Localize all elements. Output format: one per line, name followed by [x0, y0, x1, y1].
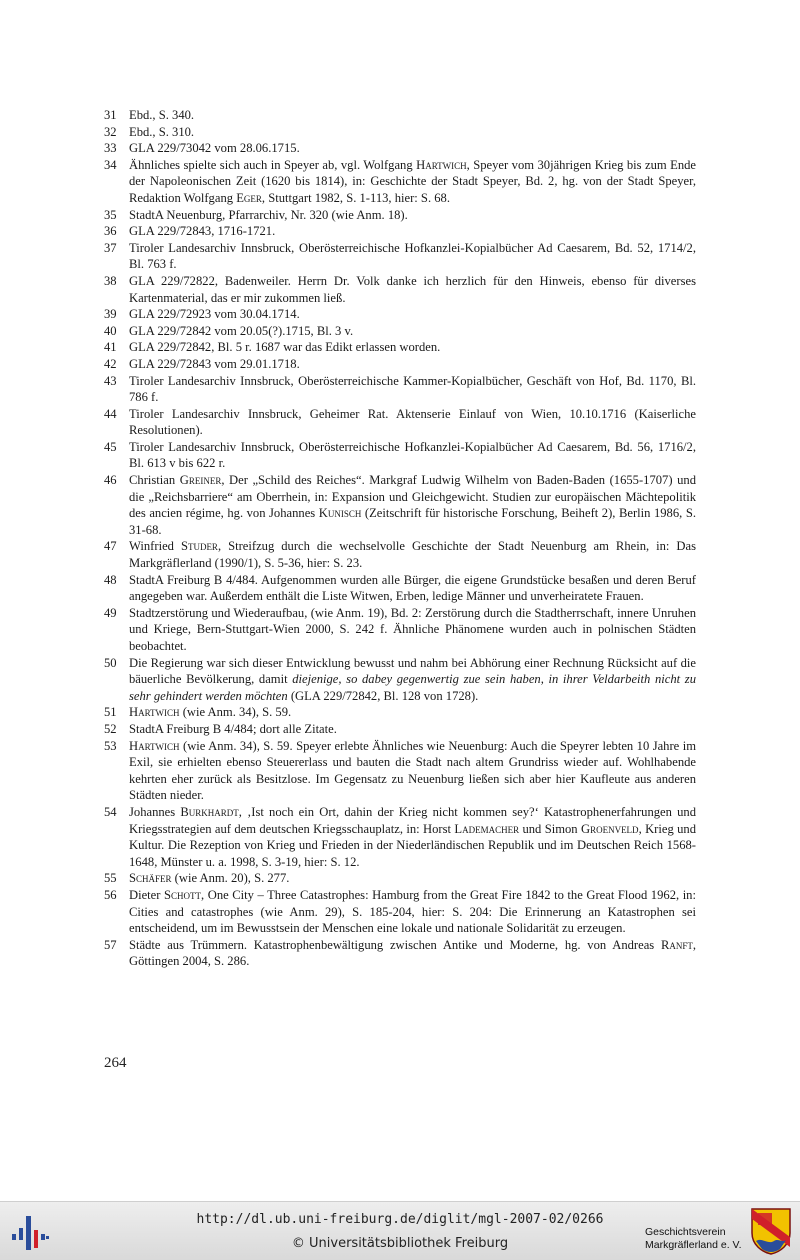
- footnote: [104, 207, 696, 224]
- author-name: Ranft: [660, 937, 693, 952]
- footnote-text: Johannes: [129, 804, 181, 819]
- footnote-number: 57: [104, 937, 117, 952]
- footnote-text: , Göttingen 2004, S. 286.: [129, 937, 696, 969]
- coat-of-arms-icon: [750, 1207, 792, 1255]
- footnote: [104, 157, 696, 207]
- footnote: [104, 406, 696, 439]
- footnote-number: 49: [104, 605, 117, 620]
- footnote: [104, 223, 696, 240]
- footnote-number: 43: [104, 373, 117, 388]
- footnote-number: 37: [104, 240, 117, 255]
- footnote: [104, 323, 696, 340]
- footnote: [104, 373, 696, 406]
- footnote: [104, 339, 696, 356]
- footnote-text: StadtA Neuenburg, Pfarrarchiv, Nr. 320 (wie Anm. 18).: [129, 207, 408, 222]
- footnote: [104, 804, 696, 870]
- footnote-text: (Zeitschrift für historische Forschung, Beiheft 2), Berlin 1986, S. 31-68.: [129, 506, 696, 537]
- footnote-number: 38: [104, 273, 117, 288]
- footnote-text: und Simon: [519, 821, 581, 836]
- footnote-text: GLA 229/72842, Bl. 5 r. 1687 war das Edikt erlassen worden.: [129, 340, 441, 355]
- footnote: [104, 306, 696, 323]
- page-number: 264: [104, 1055, 127, 1071]
- footnote: [104, 472, 696, 538]
- author-name: Burkhardt: [180, 804, 239, 819]
- footnote-text: Winfried: [129, 539, 181, 554]
- footnote: [104, 107, 696, 124]
- footnote-number: 50: [104, 655, 117, 670]
- author-name: Groenveld: [580, 821, 639, 836]
- footnote-text: (wie Anm. 34), S. 59. Speyer erlebte Ähnliches wie Neuenburg: Auch die Speyrer lebten 10 Jahre im Exil, sie erhielten ebenso Steuererlass und bauten die Stadt nach altem Grundriss wieder auf. Wohlhabende kehrten eher zurück als Besitzlose. Im Gegensatz zu Neuenburg ließen sich aber hier Kaufleute aus anderen Städten nieder.: [129, 738, 696, 803]
- footnote-number: 41: [104, 340, 117, 355]
- society-name: [645, 1226, 742, 1252]
- footnote: [104, 887, 696, 937]
- footnote-text: StadtA Freiburg B 4/484; dort alle Zitate.: [129, 721, 337, 736]
- footnote-text: (GLA 229/72842, Bl. 128 von 1728).: [287, 688, 479, 703]
- footnote: [104, 572, 696, 605]
- footnote-number: 31: [104, 108, 117, 122]
- footnote-text: Dieter: [129, 887, 165, 902]
- footnote-text: GLA 229/72843, 1716-1721.: [129, 224, 276, 239]
- footnote: [104, 605, 696, 655]
- author-name: Schäfer: [129, 871, 172, 886]
- footnote-number: 42: [104, 356, 117, 371]
- footnote-number: 35: [104, 207, 117, 222]
- footnote-text: , One City – Three Catastrophes: Hamburg from the Great Fire 1842 to the Great Flood 1962, in: Cities and catastrophes (wie Anm. 29), S. 185-204, hier: S. 204: Die Erinnerung an Katastrophen sei entscheidend, um im Bewusstsein der Menschen eine lokale und nationale Solidarität zu erzeugen.: [129, 887, 696, 936]
- footnote-number: 45: [104, 439, 117, 454]
- footnote-number: 48: [104, 572, 117, 587]
- footnote: [104, 538, 696, 571]
- footnote-text: , Der „Schild des Reiches“. Markgraf Ludwig Wilhelm von Baden-Baden (1655-1707) und die „Reichsbarriere“ am Oberrhein, in: Expansion und Gleichgewicht. Studien zur europäischen Mächtepolitik des ancien régime, hg. von Johannes: [129, 473, 696, 521]
- footnote-text: Stadtzerstörung und Wiederaufbau, (wie Anm. 19), Bd. 2: Zerstörung durch die Stadtherrschaft, innere Unruhen und Kriege, Bern-Stuttgart-Wien 2000, S. 242 f. Ähnliche Phänomene wurden auch in polnischen Städten beobachtet.: [129, 605, 696, 653]
- footnote: [104, 140, 696, 157]
- footnote-text: GLA 229/72923 vom 30.04.1714.: [129, 307, 300, 322]
- author-name: Studer: [180, 539, 218, 554]
- footnote-text: GLA 229/72822, Badenweiler. Herrn Dr. Volk danke ich herzlich für den Hinweis, ebenso für diverses Kartenmaterial, das er mir zukommen ließ.: [129, 273, 696, 305]
- footnote-number: 44: [104, 406, 117, 421]
- footer-bar: [0, 1201, 800, 1260]
- copyright-notice: © Universitätsbibliothek Freiburg: [291, 1236, 509, 1251]
- footnote-text: Christian: [129, 473, 180, 488]
- author-name: Kunisch: [318, 506, 362, 521]
- quotation: diejenige, so dabey gegenwertig zue sein haben, in ihrer Veldarbeith nicht zu sehr gehindert werden möchten: [129, 672, 696, 703]
- footnote-number: 46: [104, 473, 117, 488]
- footnote-text: GLA 229/72842 vom 20.05(?).1715, Bl. 3 v.: [129, 323, 354, 338]
- footnote: [104, 240, 696, 273]
- footnote-text: Ähnliches spielte sich auch in Speyer ab, vgl. Wolfgang: [129, 157, 417, 172]
- footnote-number: 34: [104, 157, 117, 172]
- footnote-text: , Stuttgart 1982, S. 1-113, hier: S. 68.: [261, 190, 450, 205]
- footnote-text: , Streifzug durch die wechselvolle Geschichte der Stadt Neuenburg am Rhein, in: Das Markgräflerland (1990/1), S. 5-36, hier: S. 23.: [129, 539, 696, 571]
- footnote-text: GLA 229/72843 vom 29.01.1718.: [129, 356, 300, 371]
- society-name-line1: Geschichtsverein: [645, 1226, 726, 1238]
- footnote-text: , ‚Ist noch ein Ort, dahin der Krieg nicht kommen sey?‘ Katastrophenerfahrungen und Kriegsstrategien auf dem deutschen Kriegsschauplatz, in: Horst: [129, 804, 696, 836]
- footnote: [104, 937, 696, 970]
- footnote: [104, 738, 696, 804]
- footnote: [104, 439, 696, 472]
- footnote-text: , Speyer vom 30jährigen Krieg bis zum Ende der Napoleonischen Zeit (1620 bis 1814), in: Geschichte der Stadt Speyer, Bd. 2, hg. von der Stadt Speyer, Redaktion Wolfgang: [129, 157, 696, 205]
- footnote-text: Städte aus Trümmern. Katastrophenbewältigung zwischen Antike und Moderne, hg. von Andreas: [129, 937, 661, 952]
- footnote-number: 52: [104, 721, 117, 736]
- footnote-number: 56: [104, 887, 117, 902]
- footnote-number: 39: [104, 307, 117, 322]
- footnote-text: (wie Anm. 20), S. 277.: [171, 871, 290, 886]
- footnote: [104, 356, 696, 373]
- author-name: Lademacher: [454, 821, 520, 836]
- footnote-number: 53: [104, 738, 117, 753]
- footnote-text: Tiroler Landesarchiv Innsbruck, Oberösterreichische Hofkanzlei-Kopialbücher Ad Caesarem, Bd. 56, 1716/2, Bl. 613 v bis 622 r.: [129, 439, 696, 471]
- footnote-number: 51: [104, 705, 117, 720]
- author-name: Greiner: [179, 473, 222, 488]
- footnote-text: Tiroler Landesarchiv Innsbruck, Oberösterreichische Hofkanzlei-Kopialbücher Ad Caesarem, Bd. 52, 1714/2, Bl. 763 f.: [129, 240, 696, 272]
- author-name: Schott: [164, 887, 202, 902]
- footnote-number: 32: [104, 124, 117, 139]
- footnote-number: 33: [104, 141, 117, 156]
- footnote-number: 55: [104, 871, 117, 886]
- footnote-text: GLA 229/73042 vom 28.06.1715.: [129, 141, 300, 156]
- footnote: [104, 704, 696, 721]
- footnote-text: StadtA Freiburg B 4/484. Aufgenommen wurden alle Bürger, die eigene Grundstücke besaßen und deren Beruf angegeben war. Außerdem enthält die Liste Witwen, Erben, ledige Männer und unverheiratete Frauen.: [129, 572, 696, 604]
- footnote-number: 54: [104, 804, 117, 819]
- author-name: Hartwich: [129, 705, 180, 720]
- footnote: [104, 124, 696, 141]
- footnote-text: Ebd., S. 310.: [129, 124, 195, 139]
- footnote: [104, 273, 696, 306]
- footnote: [104, 721, 696, 738]
- author-name: Eger: [236, 190, 262, 205]
- footnote-text: (wie Anm. 34), S. 59.: [179, 705, 292, 720]
- footnote: [104, 870, 696, 887]
- footnote: [104, 655, 696, 705]
- footnote-number: 36: [104, 224, 117, 239]
- footnote-text: Tiroler Landesarchiv Innsbruck, Oberösterreichische Kammer-Kopialbücher, Geschäft von Hof, Bd. 1170, Bl. 786 f.: [129, 373, 696, 405]
- footnote-text: Die Regierung war sich dieser Entwicklung bewusst und nahm bei Abhörung einer Rechnung Rücksicht auf die bäuerliche Bevölkerung, damit: [129, 655, 696, 687]
- footnote-text: Ebd., S. 340.: [129, 108, 195, 122]
- document-url-link[interactable]: http://dl.ub.uni-freiburg.de/diglit/mgl-2007-02/0266: [196, 1212, 604, 1227]
- footnotes-list: [104, 107, 696, 970]
- footnote-number: 47: [104, 539, 117, 554]
- author-name: Hartwich: [416, 157, 467, 172]
- footnote-text: , Krieg und Kultur. Die Rezeption von Krieg und Frieden in der Niederländischen Republik und im Deutschen Reich 1568-1648, Münster u. a. 1998, S. 3-19, hier: S. 12.: [129, 821, 697, 869]
- society-name-line2: Markgräflerland e. V.: [645, 1239, 742, 1251]
- footnote-number: 40: [104, 323, 117, 338]
- footnote-text: Tiroler Landesarchiv Innsbruck, Geheimer Rat. Aktenserie Einlauf von Wien, 10.10.1716 (Kaiserliche Resolutionen).: [129, 406, 696, 438]
- author-name: Hartwich: [129, 738, 180, 753]
